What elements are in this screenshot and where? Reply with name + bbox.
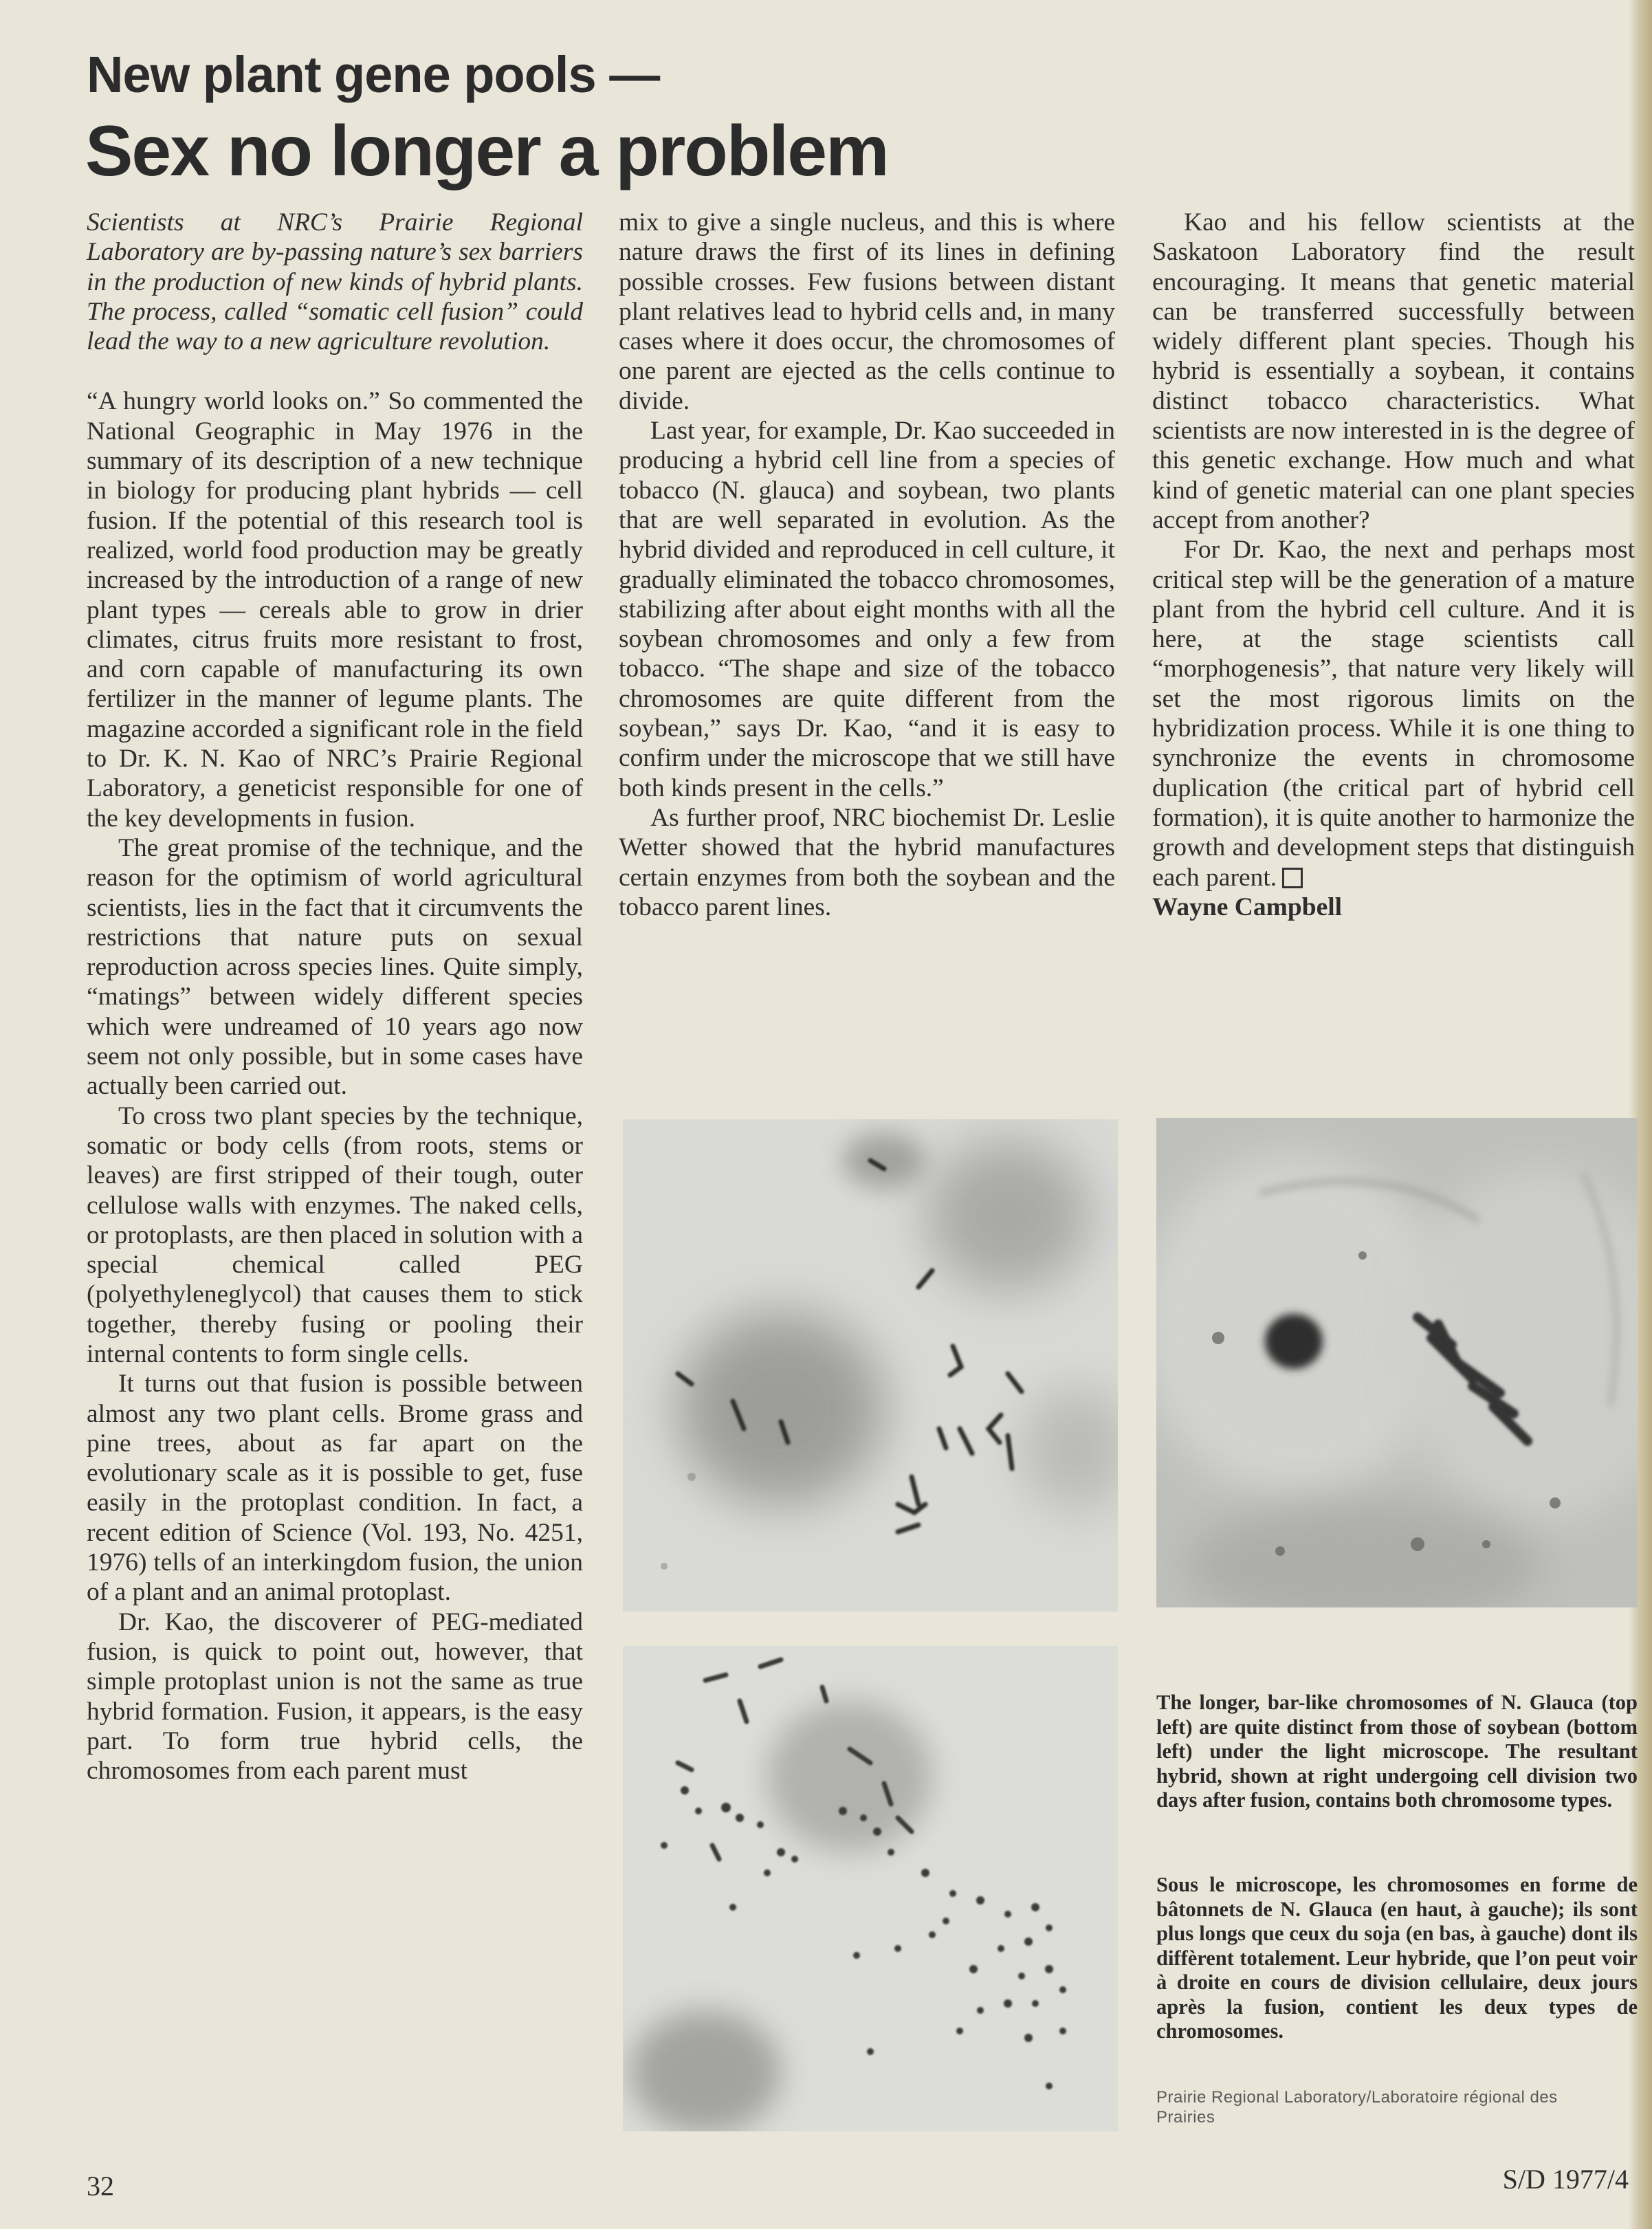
micrograph-soybean-chromosomes: [623, 1646, 1118, 2131]
end-mark-icon: [1282, 868, 1303, 888]
article-column-1: [87, 208, 583, 1786]
byline: Wayne Campbell: [1152, 892, 1343, 921]
paragraph: Dr. Kao, the discoverer of PEG-mediated fusion, is quick to point out, however, that simple protoplast union is not the same as true hybrid formation. Fusion, it appears, is the easy part. To form true hybrid cells, the chromosomes from each parent must: [87, 1607, 583, 1786]
caption-english: The longer, bar-like chromosomes of N. Glauca (top left) are quite distinct from those of soybean (bottom left) under the light microscope. The resultant hybrid, shown at right undergoing cell division two days after fusion, contains both chromosome types.: [1156, 1691, 1638, 1812]
article-deck: Scientists at NRC’s Prairie Regional Laboratory are by-passing nature’s sex barriers in the production of new kinds of hybrid plants. The process, called “somatic cell fusion” could lead the way to a new agriculture revolution.: [87, 208, 583, 356]
paragraph: “A hungry world looks on.” So commented the National Geographic in May 1976 in the summary of its description of a new technique in biology for producing plant hybrids — cell fusion. If the potential of this research tool is realized, world food production may be greatly increased by the introduction of a range of new plant types — cereals able to grow in drier climates, citrus fruits more resistant to frost, and corn capable of manufacturing its own fertilizer in the manner of legume plants. The magazine accorded a significant role in the field to Dr. K. N. Kao of NRC’s Prairie Regional Laboratory, a geneticist responsible for one of the key developments in fusion.: [87, 387, 583, 833]
paragraph: Kao and his fellow scientists at the Saskatoon Laboratory find the result encouraging. It means that genetic material can be transferred successfully between widely different plant species. Though his hybrid is essentially a soybean, it contains distinct tobacco characteristics. What scientists are now interested in is the degree of this genetic exchange. How much and what kind of genetic material can one plant species accept from another?: [1152, 208, 1635, 534]
article-headline: Sex no longer a problem: [85, 111, 888, 191]
micrograph-tobacco-chromosomes: [623, 1119, 1118, 1612]
photo-credit: Prairie Regional Laboratory/Laboratoire régional des Prairies: [1156, 2088, 1558, 2127]
article-column-3: [1152, 208, 1635, 922]
paragraph-text: For Dr. Kao, the next and perhaps most critical step will be the generation of a mature plant from the hybrid cell culture. And it is here, at the stage scientists call “morphogenesis”, that nature very likely will set the most rigorous limits on the hybridization process. While it is one thing to synchronize the events in chromosome duplication (the critical part of hybrid cell formation), it is quite another to harmonize the growth and development steps that distinguish each parent.: [1152, 536, 1635, 892]
article-column-2: [619, 208, 1115, 922]
paragraph: To cross two plant species by the technique, somatic or body cells (from roots, stems or leaves) are first stripped of their tough, outer cellulose walls with enzymes. The naked cells, or protoplasts, are then placed in solution with a special chemical called PEG (polyethyleneglycol) that causes them to stick together, thereby fusing or pooling their internal contents to form single cells.: [87, 1101, 583, 1368]
paragraph: The great promise of the technique, and the reason for the optimism of world agricultural scientists, lies in the fact that it circumvents the restrictions that nature puts on sexual reproduction across species lines. Quite simply, “matings” between widely different species which were undreamed of 10 years ago now seem not only possible, but in some cases have actually been carried out.: [87, 833, 583, 1101]
paragraph: As further proof, NRC biochemist Dr. Leslie Wetter showed that the hybrid manufactures certain enzymes from both the soybean and the tobacco parent lines.: [619, 803, 1115, 921]
paragraph: It turns out that fusion is possible between almost any two plant cells. Brome grass and pine trees, about as far apart on the evolutionary scale as it is possible to get, fuse easily in the protoplast condition. In fact, a recent edition of Science (Vol. 193, No. 4251, 1976) tells of an interkingdom fusion, the union of a plant and an animal protoplast.: [87, 1370, 583, 1607]
paragraph: mix to give a single nucleus, and this is where nature draws the first of its lines in defining possible crosses. Few fusions between distant plant relatives lead to hybrid cells and, in many cases where it does occur, the chromosomes of one parent are ejected as the cells continue to divide.: [619, 208, 1115, 415]
issue-label: S/D 1977/4: [1502, 2164, 1629, 2195]
caption-french: Sous le microscope, les chromosomes en forme de bâtonnets de N. Glauca (en haut, à gauche); ils sont plus longs que ceux du soja (en bas, à gauche) dont ils diffèrent totalement. Leur hybride, que l’on peut voir à droite en cours de division cellulaire, deux jours après la fusion, contient les deux types de chromosomes.: [1156, 1873, 1638, 2043]
paragraph: Last year, for example, Dr. Kao succeeded in producing a hybrid cell line from a species of tobacco (N. glauca) and soybean, two plants that are well separated in evolution. As the hybrid divided and reproduced in cell culture, it gradually eliminated the tobacco chromosomes, stabilizing after about eight months with all the soybean chromosomes and only a few from tobacco. “The shape and size of the tobacco chromosomes are quite different from the soybean,” says Dr. Kao, “and it is easy to confirm under the microscope that we still have both kinds present in the cells.”: [619, 417, 1115, 802]
paragraph-final: [1152, 535, 1635, 892]
micrograph-hybrid-cell: [1156, 1118, 1638, 1607]
page-number: 32: [87, 2171, 114, 2201]
article-kicker: New plant gene pools —: [87, 46, 660, 103]
